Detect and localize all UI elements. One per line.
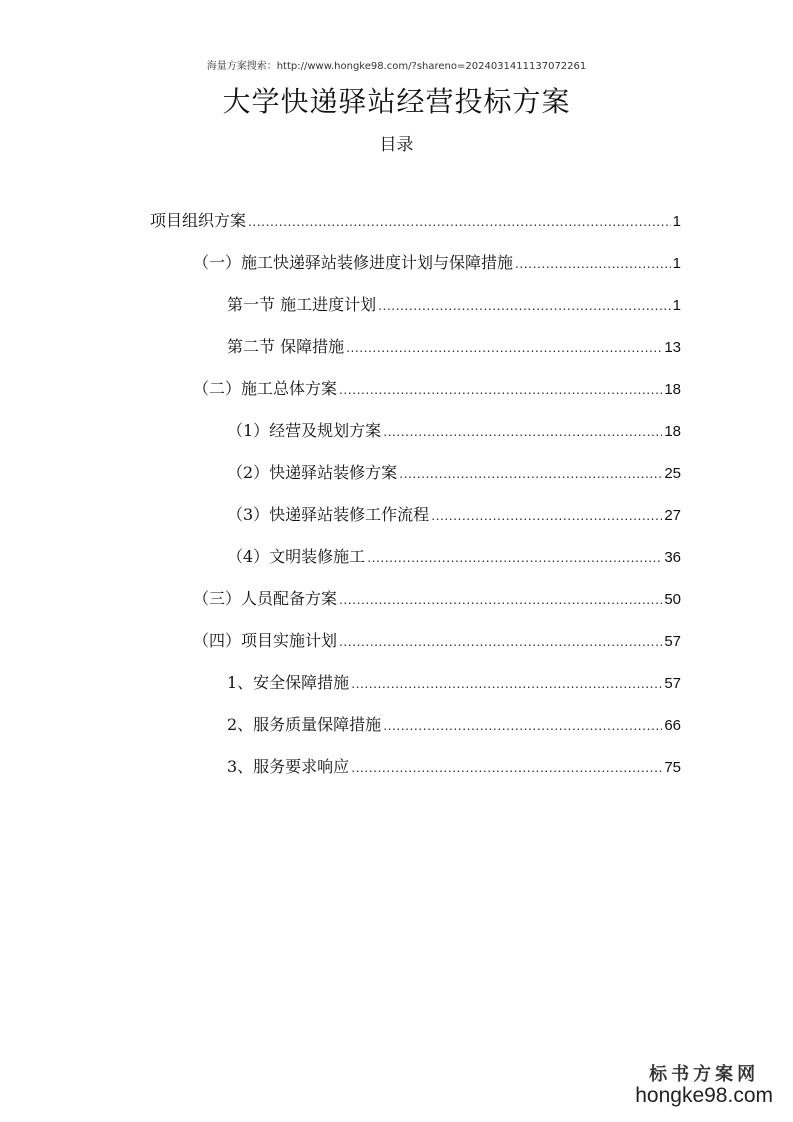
- toc-entry-page: 57: [664, 633, 681, 650]
- toc-entry[interactable]: [227, 460, 681, 490]
- toc-entry[interactable]: [227, 754, 681, 784]
- toc-entry-text: （三）人员配备方案: [193, 589, 338, 608]
- toc-leader-dots: [378, 297, 671, 313]
- toc-entry[interactable]: [227, 292, 681, 322]
- toc-leader-dots: [346, 339, 662, 355]
- toc-entry-text: （3）快递驿站装修工作流程: [227, 505, 430, 524]
- toc-leader-dots: [515, 255, 671, 271]
- toc-leader-dots: [399, 465, 662, 481]
- toc-heading: 目录: [379, 135, 414, 155]
- watermark-domain: hongke98.com: [635, 1084, 773, 1107]
- toc-entry-text: 第二节 保障措施: [227, 337, 345, 356]
- toc-entry-page: 13: [664, 339, 681, 356]
- toc-leader-dots: [351, 675, 662, 691]
- toc-entry-page: 50: [664, 591, 681, 608]
- toc-leader-dots: [367, 549, 662, 565]
- toc-entry[interactable]: [150, 208, 681, 238]
- toc-entry[interactable]: [193, 586, 681, 616]
- toc-entry-text: （2）快递驿站装修方案: [227, 463, 398, 482]
- toc-entry-text: （一）施工快递驿站装修进度计划与保障措施: [193, 253, 514, 272]
- toc-entry-page: 25: [664, 465, 681, 482]
- page-header-url: 海量方案搜索：http://www.hongke98.com/?shareno=2024031411137072261: [206, 61, 587, 72]
- toc-entry-page: 57: [664, 675, 681, 692]
- toc-entry-page: 18: [664, 381, 681, 398]
- toc-entry-text: 3、服务要求响应: [227, 757, 350, 776]
- site-watermark-logo: [635, 1060, 773, 1108]
- toc-entry-text: 第一节 施工进度计划: [227, 295, 377, 314]
- toc-leader-dots: [339, 633, 662, 649]
- toc-entry[interactable]: [227, 670, 681, 700]
- toc-leader-dots: [383, 717, 662, 733]
- toc-entry-page: 1: [672, 255, 681, 272]
- toc-entry[interactable]: [227, 544, 681, 574]
- toc-leader-dots: [383, 423, 662, 439]
- toc-leader-dots: [339, 591, 662, 607]
- toc-leader-dots: [248, 213, 671, 229]
- toc-entry-page: 1: [672, 213, 681, 230]
- toc-entry-page: 66: [664, 717, 681, 734]
- toc-entry[interactable]: [193, 628, 681, 658]
- toc-entry-text: 项目组织方案: [150, 211, 247, 230]
- toc-entry[interactable]: [227, 712, 681, 742]
- toc-entry-page: 18: [664, 423, 681, 440]
- toc-leader-dots: [339, 381, 662, 397]
- toc-entry-page: 75: [664, 759, 681, 776]
- toc-entry[interactable]: [227, 502, 681, 532]
- toc-entry-text: （二）施工总体方案: [193, 379, 338, 398]
- toc-entry-page: 36: [664, 549, 681, 566]
- toc-entry[interactable]: [193, 250, 681, 280]
- toc-entry[interactable]: [227, 334, 681, 364]
- toc-entry-text: （4）文明装修施工: [227, 547, 366, 566]
- watermark-brand-name: 标书方案网: [649, 1064, 760, 1085]
- toc-entry-text: （四）项目实施计划: [193, 631, 338, 650]
- toc-entry-page: 1: [672, 297, 681, 314]
- toc-leader-dots: [431, 507, 662, 523]
- toc-entry[interactable]: [193, 376, 681, 406]
- toc-leader-dots: [351, 759, 662, 775]
- toc-entry-text: 2、服务质量保障措施: [227, 715, 382, 734]
- toc-entry-text: （1）经营及规划方案: [227, 421, 382, 440]
- toc-entry-text: 1、安全保障措施: [227, 673, 350, 692]
- document-title: 大学快递驿站经营投标方案: [222, 85, 571, 118]
- toc-entry[interactable]: [227, 418, 681, 448]
- toc-entry-page: 27: [664, 507, 681, 524]
